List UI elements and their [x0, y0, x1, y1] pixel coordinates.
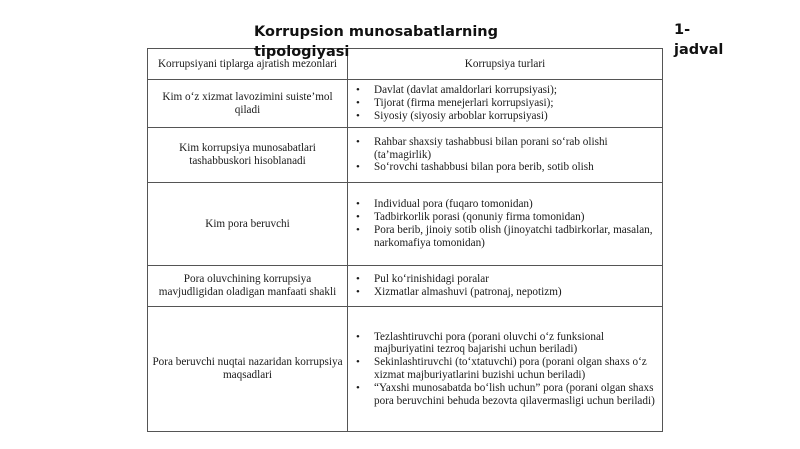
types-cell [348, 307, 663, 432]
criterion-cell: Pora beruvchi nuqtai nazaridan korrupsiya maqsadlari [148, 307, 348, 432]
corruption-typology-table [147, 48, 663, 432]
table-row [148, 80, 663, 128]
types-cell [348, 128, 663, 183]
table-row [148, 128, 663, 183]
table-caption: 1-jadval [674, 22, 724, 58]
header-criteria: Korrupsiyani tiplarga ajratish mezonlari [148, 49, 348, 80]
type-item: • Rahbar shaxsiy tashabbusi bilan porani so‘rab olishi (ta’magirlik) [352, 136, 658, 162]
criterion-cell: Kim korrupsiya munosabatlari tashabbuskori hisoblanadi [148, 128, 348, 183]
type-item: • “Yaxshi munosabatda bo‘lish uchun” pora (porani olgan shaxs pora beruvchini behuda bezovta qilavermasligi uchun beriladi) [352, 382, 658, 408]
criterion-cell: Kim pora beruvchi [148, 183, 348, 266]
criterion-cell: Kim o‘z xizmat lavozimini suiste’mol qiladi [148, 80, 348, 128]
type-item: • Siyosiy (siyosiy arboblar korrupsiyasi) [352, 110, 658, 123]
type-item: • Pul ko‘rinishidagi poralar [352, 273, 658, 286]
type-item: • So‘rovchi tashabbusi bilan pora berib, sotib olish [352, 161, 658, 174]
type-item: • Pora berib, jinoiy sotib olish (jinoyatchi tadbirkorlar, masalan, narkomafiya tomonidan) [352, 224, 658, 250]
slide-title: Korrupsion munosabatlarning tipologiyasi [254, 24, 499, 60]
table-row [148, 266, 663, 307]
type-item: • Tadbirkorlik porasi (qonuniy firma tomonidan) [352, 211, 658, 224]
type-item: • Sekinlashtiruvchi (to‘xtatuvchi) pora (porani olgan shaxs o‘z xizmat majburiyatlarini buzishi uchun beriladi) [352, 356, 658, 382]
table-row [148, 307, 663, 432]
types-cell [348, 266, 663, 307]
types-cell [348, 183, 663, 266]
types-cell [348, 80, 663, 128]
table-row [148, 183, 663, 266]
type-item: • Davlat (davlat amaldorlari korrupsiyasi); [352, 84, 658, 97]
criterion-cell: Pora oluvchining korrupsiya mavjudligidan oladigan manfaati shakli [148, 266, 348, 307]
header-types: Korrupsiya turlari [348, 49, 663, 80]
type-item: • Tijorat (firma menejerlari korrupsiyasi); [352, 97, 658, 110]
type-item: • Tezlashtiruvchi pora (porani oluvchi o‘z funksional majburiyatini tezroq bajarishi uchun beriladi) [352, 331, 658, 357]
type-item: • Individual pora (fuqaro tomonidan) [352, 198, 658, 211]
type-item: • Xizmatlar almashuvi (patronaj, nepotizm) [352, 286, 658, 299]
